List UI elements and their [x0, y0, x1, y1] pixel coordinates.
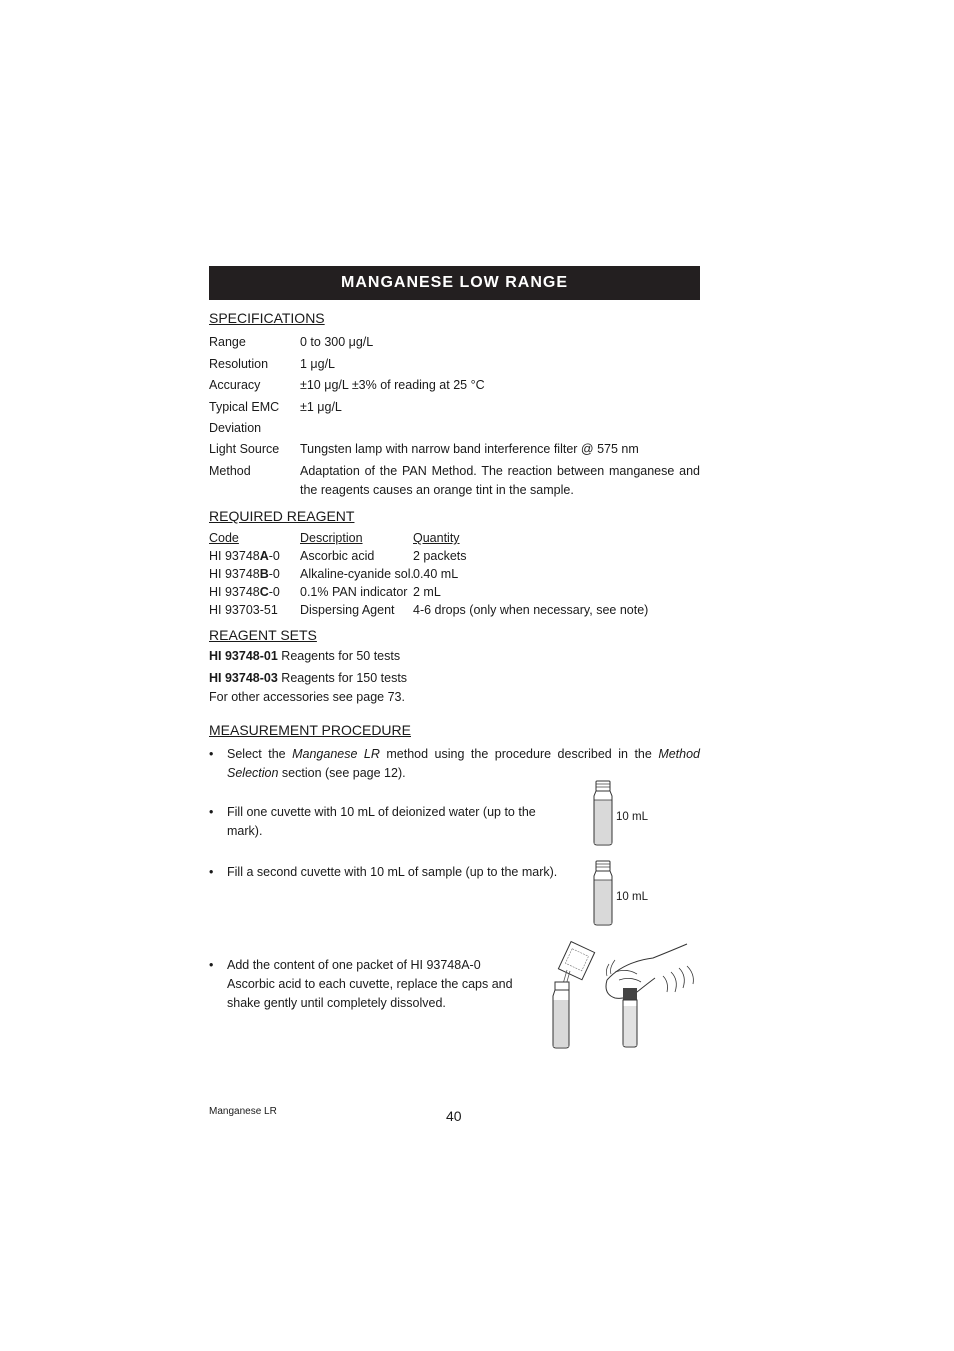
step-text: Add the content of one packet of HI 93748A-0 Ascorbic acid to each cuvette, replace the caps and shake gently until completely dissolved.	[227, 958, 513, 1010]
cuvette-water-illustration	[588, 780, 618, 846]
reagent-quantity: 4-6 drops (only when necessary, see note)	[413, 603, 649, 617]
page-title: MANGANESE LOW RANGE	[341, 274, 568, 291]
reagent-code: HI 93748C-0	[209, 585, 280, 599]
spec-value: Tungsten lamp with narrow band interference filter @ 575 nm	[300, 442, 639, 456]
step-text: Fill one cuvette with 10 mL of deionized water (up to the mark).	[227, 805, 536, 838]
bullet-dot: •	[209, 805, 214, 819]
title-bar	[209, 266, 700, 300]
step-text: Select the Manganese LR method using the procedure described in the Method Selection section (see page 12).	[227, 747, 701, 780]
reagent-description: Alkaline-cyanide sol.	[300, 567, 414, 581]
reagent-set-code: HI 93748-01	[209, 649, 278, 663]
reagent-description: Dispersing Agent	[300, 603, 395, 617]
step-text: Fill a second cuvette with 10 mL of sample (up to the mark).	[227, 865, 558, 879]
reagent-code: HI 93703-51	[209, 603, 278, 617]
reagent-set-line	[209, 649, 400, 663]
bullet-dot: •	[209, 747, 214, 761]
spec-value: 1 μg/L	[300, 357, 336, 371]
reagent-quantity: 0.40 mL	[413, 567, 459, 581]
reagent-description: Ascorbic acid	[300, 549, 375, 563]
add-packet-shake-illustration	[545, 940, 705, 1052]
reagent-code: HI 93748B-0	[209, 567, 280, 581]
reagent-set-text: Reagents for 50 tests	[277, 649, 401, 663]
spec-label: Typical EMC	[209, 400, 280, 414]
bullet-dot: •	[209, 865, 214, 879]
accessories-note: For other accessories see page 73.	[209, 690, 405, 704]
spec-label: Deviation	[209, 421, 262, 435]
cuvette-volume-label: 10 mL	[616, 891, 648, 903]
spec-label: Range	[209, 335, 246, 349]
specifications-heading: SPECIFICATIONS	[209, 310, 325, 326]
reagent-sets-heading: REAGENT SETS	[209, 627, 317, 643]
reagent-set-text: Reagents for 150 tests	[277, 671, 408, 685]
reagent-code: HI 93748A-0	[209, 549, 280, 563]
reagent-set-line	[209, 671, 407, 685]
spec-label: Method	[209, 464, 251, 478]
reagent-description: 0.1% PAN indicator	[300, 585, 408, 599]
column-header-quantity: Quantity	[413, 531, 460, 545]
spec-value: ±10 μg/L ±3% of reading at 25 °C	[300, 378, 485, 392]
required-reagent-heading: REQUIRED REAGENT	[209, 508, 355, 524]
procedure-step-1	[209, 745, 700, 785]
page-number: 40	[446, 1108, 462, 1124]
reagent-set-code: HI 93748-03	[209, 671, 278, 685]
spec-label: Accuracy	[209, 378, 261, 392]
column-header-code: Code	[209, 531, 239, 545]
measurement-procedure-heading: MEASUREMENT PROCEDURE	[209, 722, 411, 738]
cuvette-sample-illustration	[588, 860, 618, 926]
spec-label: Resolution	[209, 357, 269, 371]
spec-value: 0 to 300 μg/L	[300, 335, 374, 349]
column-header-description: Description	[300, 531, 363, 545]
spec-value: ±1 μg/L	[300, 400, 342, 414]
spec-value: Adaptation of the PAN Method. The reaction between manganese and the reagents causes an orange tint in the sample.	[300, 464, 700, 497]
bullet-dot: •	[209, 958, 214, 972]
spec-row-method	[209, 462, 700, 502]
cuvette-volume-label: 10 mL	[616, 811, 648, 823]
reagent-quantity: 2 mL	[413, 585, 441, 599]
footer-section-name: Manganese LR	[209, 1106, 277, 1117]
reagent-quantity: 2 packets	[413, 549, 467, 563]
spec-label: Light Source	[209, 442, 280, 456]
